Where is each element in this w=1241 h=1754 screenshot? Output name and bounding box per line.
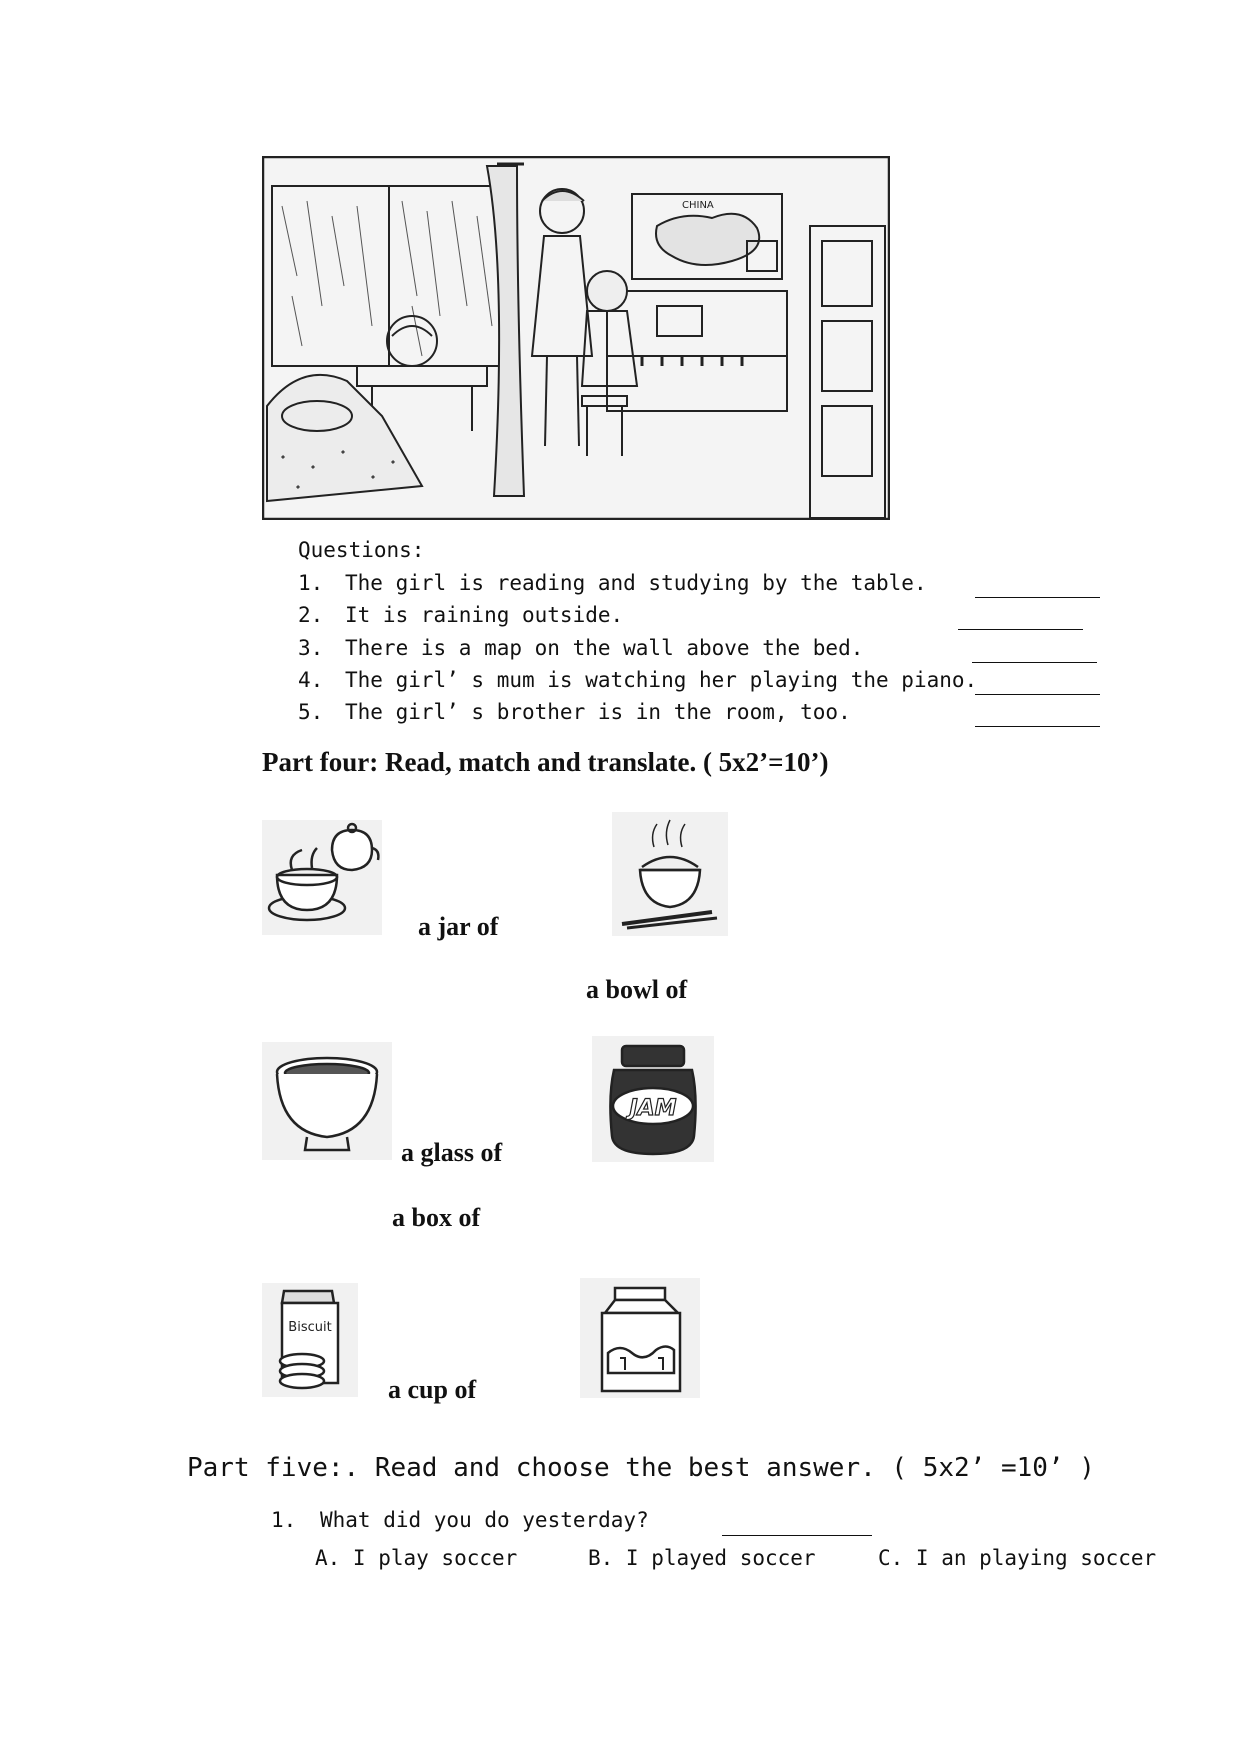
question-4-number: 4. [298,668,324,692]
part-five-question-1-number: 1. [271,1508,297,1532]
question-3-text: There is a map on the wall above the bed. [345,636,864,660]
questions-heading: Questions: [298,538,425,562]
phrase-a-bowl-of: a bowl of [586,975,688,1004]
milk-carton-picture[interactable] [580,1278,700,1398]
room-scene-illustration [262,156,890,520]
piano-illustration [607,291,787,411]
phrase-a-box-of: a box of [392,1203,481,1232]
girl-at-piano-illustration [582,271,637,456]
rice-bowl-picture[interactable] [612,812,728,936]
part-four-title: Part four: Read, match and translate. ( 5x2’=10’) [262,747,829,777]
option-a[interactable]: A. I play soccer [315,1546,518,1570]
map-illustration [632,194,782,279]
question-5-answer-blank[interactable] [975,726,1100,727]
question-4-text: The girl’ s mum is watching her playing the piano. [345,668,978,692]
question-5-number: 5. [298,700,324,724]
part-five-question-1-answer-blank[interactable] [722,1535,872,1536]
question-1-number: 1. [298,571,324,595]
phrase-a-cup-of: a cup of [388,1375,477,1404]
question-2-answer-blank[interactable] [958,629,1083,630]
question-5-text: The girl’ s brother is in the room, too. [345,700,851,724]
biscuit-box-picture[interactable] [262,1283,358,1397]
question-2-number: 2. [298,603,324,627]
part-five-title: Part five:. Read and choose the best answer. ( 5x2’ =10’ ) [187,1453,1095,1483]
question-3-number: 3. [298,636,324,660]
svg-text:JAM: JAM [629,1096,677,1121]
phrase-a-jar-of: a jar of [418,912,499,941]
part-five-question-1-text: What did you do yesterday? [320,1508,649,1532]
mother-illustration [532,189,592,446]
phrase-a-glass-of: a glass of [401,1138,503,1167]
question-1-text: The girl is reading and studying by the table. [345,571,927,595]
bed-illustration [267,375,422,501]
option-b[interactable]: B. I played soccer [588,1546,816,1570]
jam-jar-picture[interactable] [592,1036,714,1162]
question-4-answer-blank[interactable] [975,694,1100,695]
option-c[interactable]: C. I an playing soccer [878,1546,1157,1570]
svg-text:CHINA: CHINA [682,200,714,211]
tea-cup-picture[interactable] [262,820,382,935]
question-3-answer-blank[interactable] [972,662,1097,663]
svg-text:Biscuit: Biscuit [288,1320,332,1335]
question-1-answer-blank[interactable] [975,597,1100,598]
question-2-text: It is raining outside. [345,603,624,627]
door-illustration [810,226,885,518]
glass-bowl-picture[interactable] [262,1042,392,1160]
